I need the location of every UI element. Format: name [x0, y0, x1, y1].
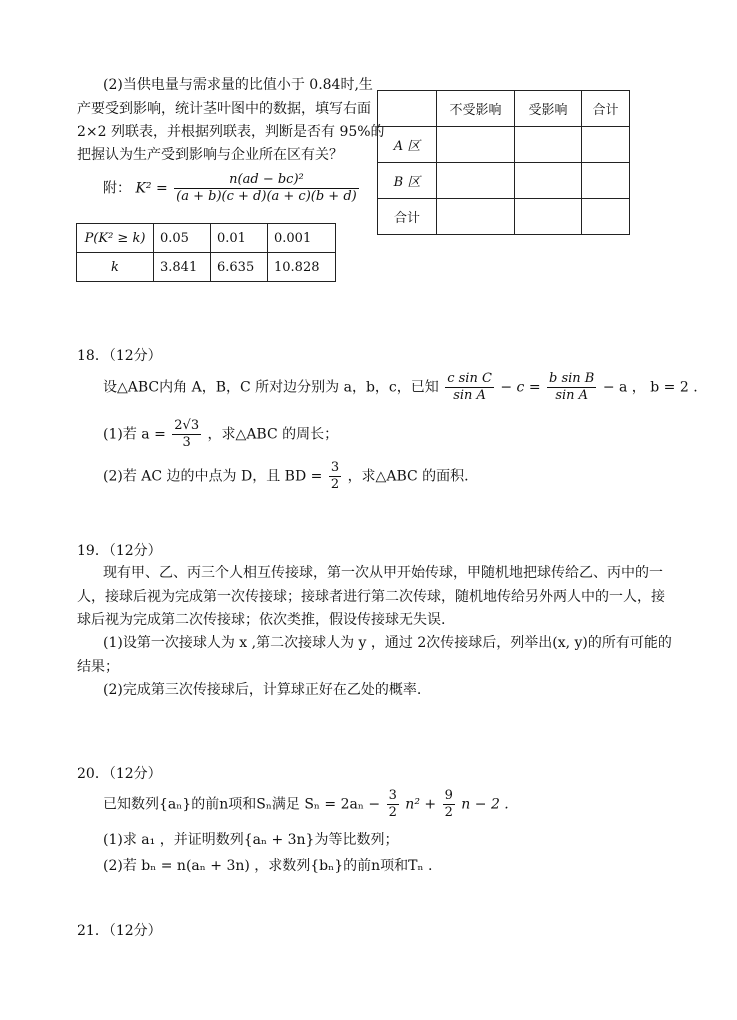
p-cell: 0.001: [268, 224, 336, 253]
q18-part2-text: (2)若 AC 边的中点为 D，且 BD =: [103, 468, 323, 485]
q18-part2: [103, 460, 469, 493]
empty-cell: [437, 163, 515, 199]
formula-fraction: [174, 172, 359, 205]
q20-heading: 20．（12分）: [77, 766, 162, 782]
q20-line-1: [103, 788, 509, 821]
table-row: [77, 253, 336, 282]
q18-intro-text: 设△ABC内角 A，B，C 所对边分别为 a，b，c，已知: [103, 379, 439, 396]
q20-line-1-mid: n² +: [405, 796, 437, 813]
table-row: [378, 127, 630, 163]
p17-line-4: 把握认为生产受到影响与企业所在区有关？: [77, 147, 343, 163]
empty-cell: [437, 199, 515, 235]
empty-cell: [437, 127, 515, 163]
q20-fraction-1: [387, 788, 399, 821]
header-cell: [378, 91, 437, 127]
q18-part1-tail: ，求△ABC 的周长；: [207, 426, 339, 443]
q18-part1-fraction: [172, 418, 201, 451]
q18-fraction-1: [445, 371, 494, 404]
q20-f1-den: 2: [388, 805, 397, 820]
q20-line-1-text: 已知数列{aₙ}的前n项和Sₙ满足 Sₙ = 2aₙ −: [103, 796, 381, 813]
table-row: [378, 91, 630, 127]
q18-part2-fraction: [329, 460, 341, 493]
table-row: [378, 163, 630, 199]
q18-f2-den: sin A: [555, 388, 589, 403]
p17-line-1: (2)当供电量与需求量的比值小于 0.84时,生: [103, 77, 373, 93]
q20-line-3: (2)若 bₙ = n(aₙ + 3n) ，求数列{bₙ}的前n项和Tₙ .: [103, 858, 433, 874]
q20-fraction-2: [443, 788, 455, 821]
q20-line-2: (1)求 a₁ ，并证明数列{aₙ + 3n}为等比数列；: [103, 832, 399, 848]
header-cell: 受影响: [515, 91, 582, 127]
row-label: 合计: [378, 199, 437, 235]
q18-fraction-2: [547, 371, 596, 404]
q18-f2-num: b sin B: [549, 371, 595, 386]
q18-intro: [103, 371, 698, 404]
q19-line-3: 球后视为完成第二次传接球；依次类推，假设传接球无失误.: [77, 612, 446, 628]
empty-cell: [582, 127, 630, 163]
p-cell: 0.01: [211, 224, 268, 253]
p-cell: 0.05: [154, 224, 211, 253]
k-critical-table: [76, 223, 336, 282]
q18-part1-text: (1)若 a =: [103, 426, 166, 443]
table-row: [378, 199, 630, 235]
header-cell: 不受影响: [437, 91, 515, 127]
empty-cell: [515, 163, 582, 199]
k-squared-formula: [103, 172, 361, 205]
q18-minus-c: − c =: [500, 379, 541, 396]
q18-intro-tail: − a ， b = 2 .: [602, 379, 698, 396]
k-cell: 6.635: [211, 253, 268, 282]
p17-line-3: 2×2 列联表，并根据列联表，判断是否有 95%的: [77, 124, 385, 140]
q19-line-1: 现有甲、乙、丙三个人相互传接球，第一次从甲开始传球，甲随机地把球传给乙、丙中的一: [103, 565, 663, 581]
q20-line-1-tail: n − 2 .: [461, 796, 509, 813]
formula-denominator: (a + b)(c + d)(a + c)(b + d): [176, 189, 357, 204]
q19-line-2: 人，接球后视为完成第一次传接球；接球者进行第二次传球，随机地传给另外两人中的一人，接: [77, 589, 665, 605]
contingency-table: [377, 90, 630, 235]
q19-heading: 19．（12分）: [77, 543, 162, 559]
note-label: 附：: [103, 180, 131, 197]
k-cell: 3.841: [154, 253, 211, 282]
empty-cell: [515, 127, 582, 163]
row-label: B 区: [378, 163, 437, 199]
q18-f1-num: c sin C: [447, 371, 492, 386]
q20-f2-den: 2: [444, 805, 453, 820]
q19-line-5: 结果；: [77, 659, 119, 675]
q18-part2-tail: ，求△ABC 的面积.: [347, 468, 469, 485]
q18-p2-num: 3: [330, 460, 340, 475]
empty-cell: [582, 199, 630, 235]
empty-cell: [582, 163, 630, 199]
q18-p2-den: 2: [330, 477, 340, 492]
q19-line-4: (1)设第一次接球人为 x ,第二次接球人为 y ，通过 2次传接球后，列举出(x, y)的所有可能的: [103, 635, 672, 651]
q18-p1-num: 2√3: [174, 418, 200, 433]
k-cell: 10.828: [268, 253, 336, 282]
q20-f2-num: 9: [444, 788, 453, 803]
header-cell: 合计: [582, 91, 630, 127]
q18-f1-den: sin A: [453, 388, 486, 403]
q18-heading: 18．（12分）: [77, 348, 162, 364]
row-label: A 区: [378, 127, 437, 163]
q20-f1-num: 3: [388, 788, 397, 803]
p17-line-2: 产要受到影响，统计茎叶图中的数据，填写右面: [77, 101, 371, 117]
formula-lhs: K² =: [135, 180, 168, 197]
q18-p1-den: 3: [182, 435, 191, 450]
q21-heading: 21．（12分）: [77, 923, 162, 939]
q18-part1: [103, 418, 338, 451]
p-head-cell: P(K² ≥ k): [77, 224, 154, 253]
q19-line-6: (2)完成第三次传接球后，计算球正好在乙处的概率.: [103, 682, 422, 698]
empty-cell: [515, 199, 582, 235]
table-row: [77, 224, 336, 253]
k-head-cell: k: [77, 253, 154, 282]
formula-numerator: n(ad − bc)²: [174, 172, 359, 189]
